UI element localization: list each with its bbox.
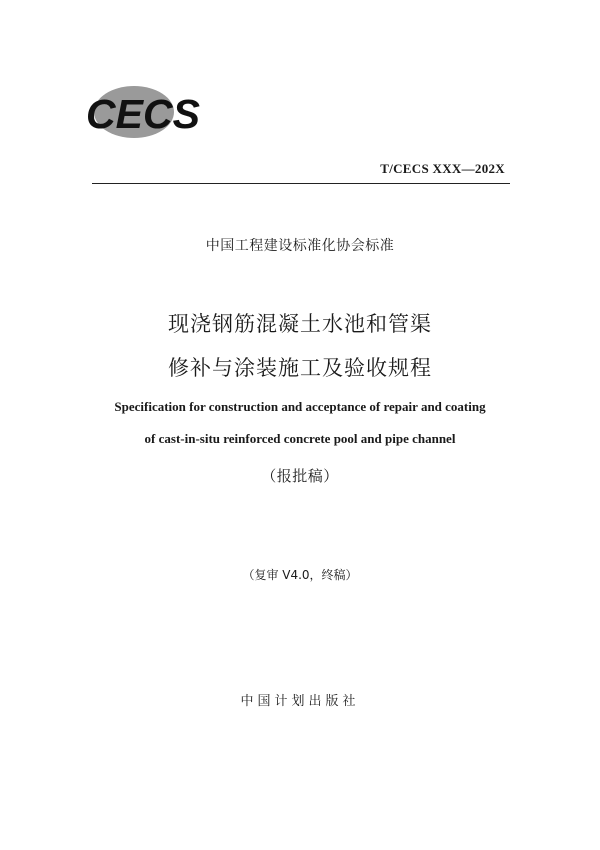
publisher-name: 中国计划出版社 xyxy=(240,694,360,709)
header-divider xyxy=(92,183,510,184)
revision-note: （复审 V4.0，终稿） xyxy=(242,568,358,582)
title-en-line-1: Specification for construction and acceptance of repair and coating xyxy=(114,399,486,414)
title-en-line-2: of cast-in-situ reinforced concrete pool and pipe channel xyxy=(144,431,456,446)
title-cn-line-1: 现浇钢筋混凝土水池和管渠 xyxy=(168,312,432,336)
logo-text: CECS xyxy=(86,91,200,137)
association-name: 中国工程建设标准化协会标准 xyxy=(205,238,395,254)
draft-status: （报批稿） xyxy=(261,467,339,485)
title-cn-line-2: 修补与涂装施工及验收规程 xyxy=(168,356,432,380)
cecs-logo-mark xyxy=(82,82,202,144)
cecs-logo xyxy=(82,82,202,144)
standard-number: T/CECS XXX—202X xyxy=(380,161,505,176)
